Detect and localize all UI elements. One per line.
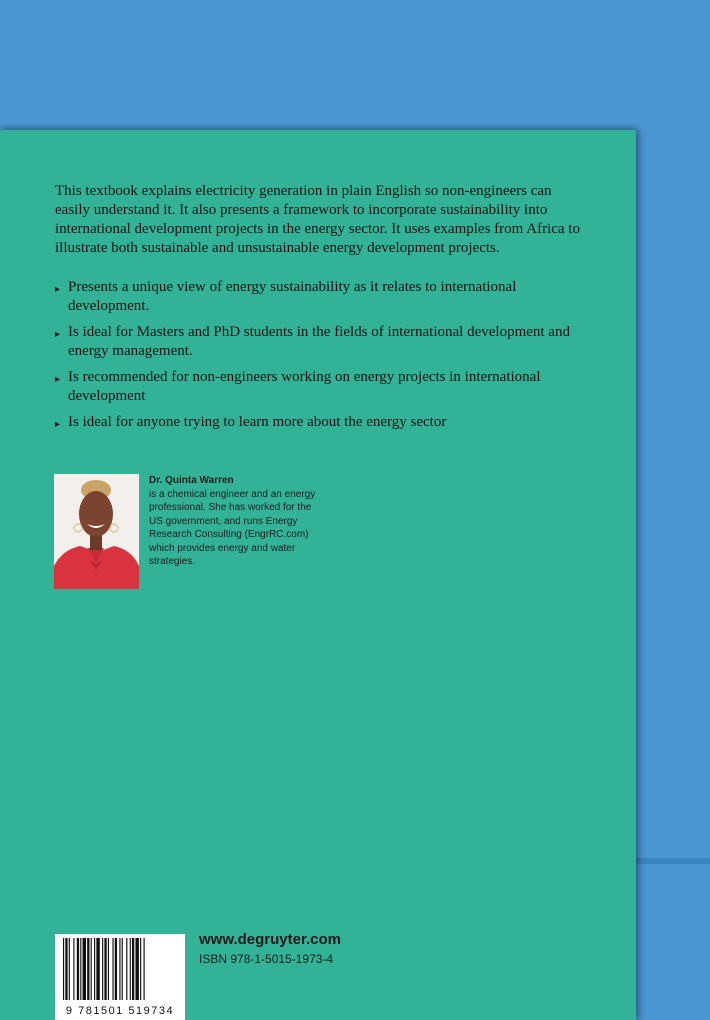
bullet-arrow-icon: ▸ bbox=[55, 374, 61, 385]
background-panel-edge bbox=[630, 858, 710, 864]
bullet-arrow-icon: ▸ bbox=[55, 284, 61, 295]
bullet-arrow-icon: ▸ bbox=[55, 329, 61, 340]
publisher-url[interactable]: www.degruyter.com bbox=[199, 931, 341, 948]
author-photo bbox=[54, 474, 139, 589]
author-info bbox=[149, 474, 319, 569]
bullet-arrow-icon: ▸ bbox=[55, 419, 61, 430]
feature-item bbox=[55, 278, 585, 316]
book-description: This textbook explains electricity generation in plain English so non-engineers can easily understand it. It also presents a framework to incorporate sustainability into international development projects in the energy sector. It uses examples from Africa to illustrate both sustainable and unsustainable energy development projects. bbox=[55, 183, 580, 256]
feature-item bbox=[55, 323, 585, 361]
barcode-bars bbox=[55, 934, 185, 1004]
barcode-digits: 9 781501 519734 bbox=[65, 1005, 175, 1017]
feature-text: Is ideal for Masters and PhD students in the fields of international development and energy management. bbox=[68, 324, 570, 359]
book-back-cover bbox=[0, 130, 636, 1020]
feature-list bbox=[55, 278, 585, 439]
isbn-number: ISBN 978-1-5015-1973-4 bbox=[199, 952, 334, 966]
isbn-barcode bbox=[55, 934, 185, 1020]
author-name: Dr. Quinta Warren bbox=[149, 475, 234, 486]
feature-text: Is recommended for non-engineers working on energy projects in international development bbox=[68, 369, 541, 404]
feature-item bbox=[55, 413, 585, 432]
feature-text: Presents a unique view of energy sustainability as it relates to international development. bbox=[68, 279, 517, 314]
feature-item bbox=[55, 368, 585, 406]
author-bio: is a chemical engineer and an energy professional. She has worked for the US government, and runs Energy Research Consulting (EngrRC.com) which provides energy and water strategies. bbox=[149, 488, 316, 567]
feature-text: Is ideal for anyone trying to learn more about the energy sector bbox=[68, 414, 447, 430]
